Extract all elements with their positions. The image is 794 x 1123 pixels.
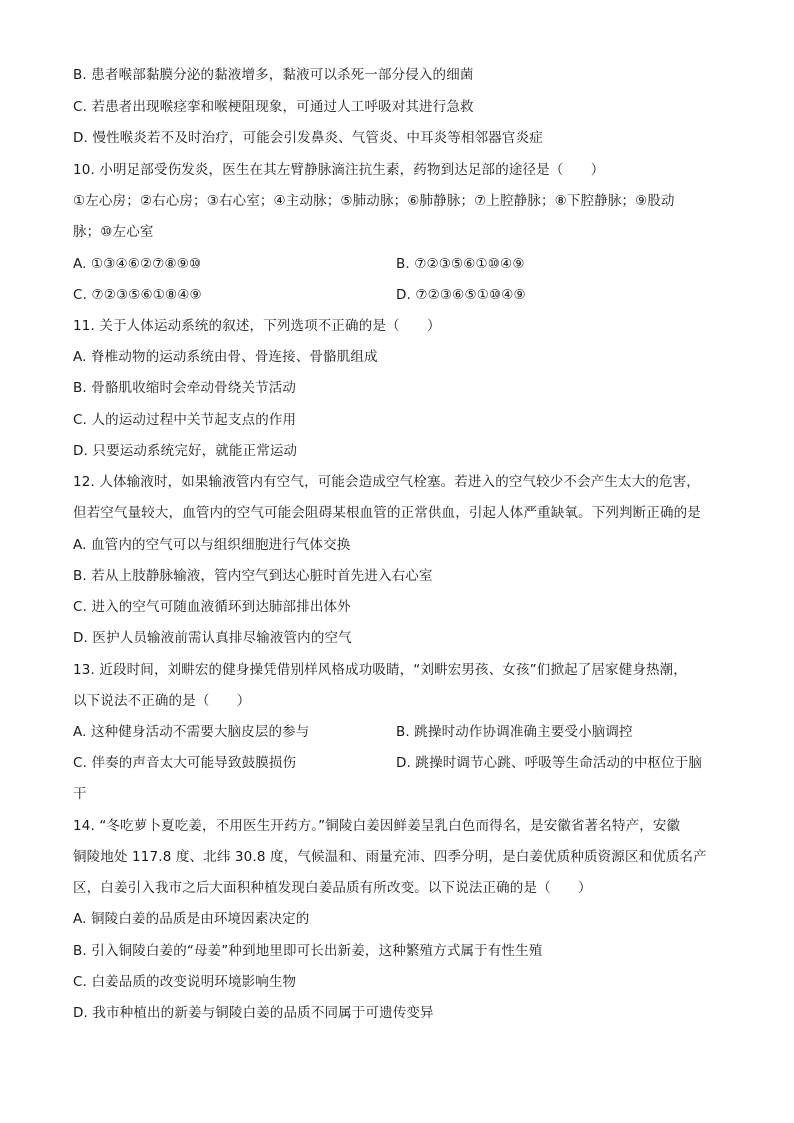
q12-option-b: B. 若从上肢静脉输液，管内空气到达心脏时首先进入右心室: [73, 568, 433, 584]
q13-stem-line2: 以下说法不正确的是（ ）: [73, 693, 251, 709]
q12-option-a: A. 血管内的空气可以与组织细胞进行气体交换: [73, 537, 351, 553]
q12-stem-line2: 但若空气量较大，血管内的空气可能会阻碍某根血管的正常供血，引起人体严重缺氧。下列判断正确的是: [73, 505, 701, 521]
q11-option-d: D. 只要运动系统完好，就能正常运动: [73, 443, 298, 459]
q10-items-line1: ①左心房；②右心房；③右心室；④主动脉；⑤肺动脉；⑥肺静脉；⑦上腔静脉；⑧下腔静脉；⑨股动: [73, 193, 675, 209]
q13-option-d: D. 跳操时调节心跳、呼吸等生命活动的中枢位于脑: [396, 755, 703, 771]
q13-option-d-wrap: 干: [73, 786, 87, 802]
q12-option-d: D. 医护人员输液前需认真排尽输液管内的空气: [73, 630, 352, 646]
q14-option-c: C. 白姜品质的改变说明环境影响生物: [73, 974, 297, 990]
q12-stem-line1: 12. 人体输液时，如果输液管内有空气，可能会造成空气栓塞。若进入的空气较少不会产生太大的危害，: [73, 474, 700, 490]
q10-option-a: A. ①③④⑥②⑦⑧⑨⑩: [73, 256, 202, 272]
q12-option-c: C. 进入的空气可随血液循环到达肺部排出体外: [73, 599, 351, 615]
q14-stem-line1: 14. “冬吃萝卜夏吃姜，不用医生开药方。”铜陵白姜因鲜姜呈乳白色而得名，是安徽省著名特产，安徽: [73, 818, 681, 834]
q14-option-b: B. 引入铜陵白姜的“母姜”种到地里即可长出新姜，这种繁殖方式属于有性生殖: [73, 943, 543, 959]
q11-option-a: A. 脊椎动物的运动系统由骨、骨连接、骨骼肌组成: [73, 349, 378, 365]
q11-stem: 11. 关于人体运动系统的叙述，下列选项不正确的是（ ）: [73, 318, 441, 334]
q10-option-c: C. ⑦②③⑤⑥①⑧④⑨: [73, 287, 202, 303]
q14-stem-line3: 区，白姜引入我市之后大面积种植发现白姜品质有所改变。以下说法正确的是（ ）: [73, 880, 592, 896]
q10-option-b: B. ⑦②③⑤⑥①⑩④⑨: [396, 256, 525, 272]
q9-option-b: B. 患者喉部黏膜分泌的黏液增多，黏液可以杀死一部分侵入的细菌: [73, 67, 474, 83]
q11-option-c: C. 人的运动过程中关节起支点的作用: [73, 412, 297, 428]
q13-stem-line1: 13. 近段时间，刘畊宏的健身操凭借别样风格成功吸睛，“刘畊宏男孩、女孩”们掀起了居家健身热潮，: [73, 662, 687, 678]
q13-option-c: C. 伴奏的声音太大可能导致鼓膜损伤: [73, 755, 297, 771]
q14-stem-line2: 铜陵地处 117.8 度、北纬 30.8 度，气候温和、雨量充沛、四季分明，是白姜优质种质资源区和优质名产: [73, 849, 707, 865]
q10-option-d: D. ⑦②③⑥⑤①⑩④⑨: [396, 287, 526, 303]
q14-option-d: D. 我市种植出的新姜与铜陵白姜的品质不同属于可遗传变异: [73, 1005, 434, 1021]
q13-option-a: A. 这种健身活动不需要大脑皮层的参与: [73, 724, 310, 740]
q11-option-b: B. 骨骼肌收缩时会牵动骨绕关节活动: [73, 380, 297, 396]
q14-option-a: A. 铜陵白姜的品质是由环境因素决定的: [73, 911, 310, 927]
q10-stem: 10. 小明足部受伤发炎，医生在其左臂静脉滴注抗生素，药物到达足部的途径是（ ）: [73, 162, 605, 178]
q9-option-c: C. 若患者出现喉痉挛和喉梗阻现象，可通过人工呼吸对其进行急救: [73, 99, 474, 115]
q13-option-b: B. 跳操时动作协调准确主要受小脑调控: [396, 724, 633, 740]
q9-option-d: D. 慢性喉炎若不及时治疗，可能会引发鼻炎、气管炎、中耳炎等相邻器官炎症: [73, 130, 543, 146]
q10-items-line2: 脉；⑩左心室: [73, 224, 154, 240]
